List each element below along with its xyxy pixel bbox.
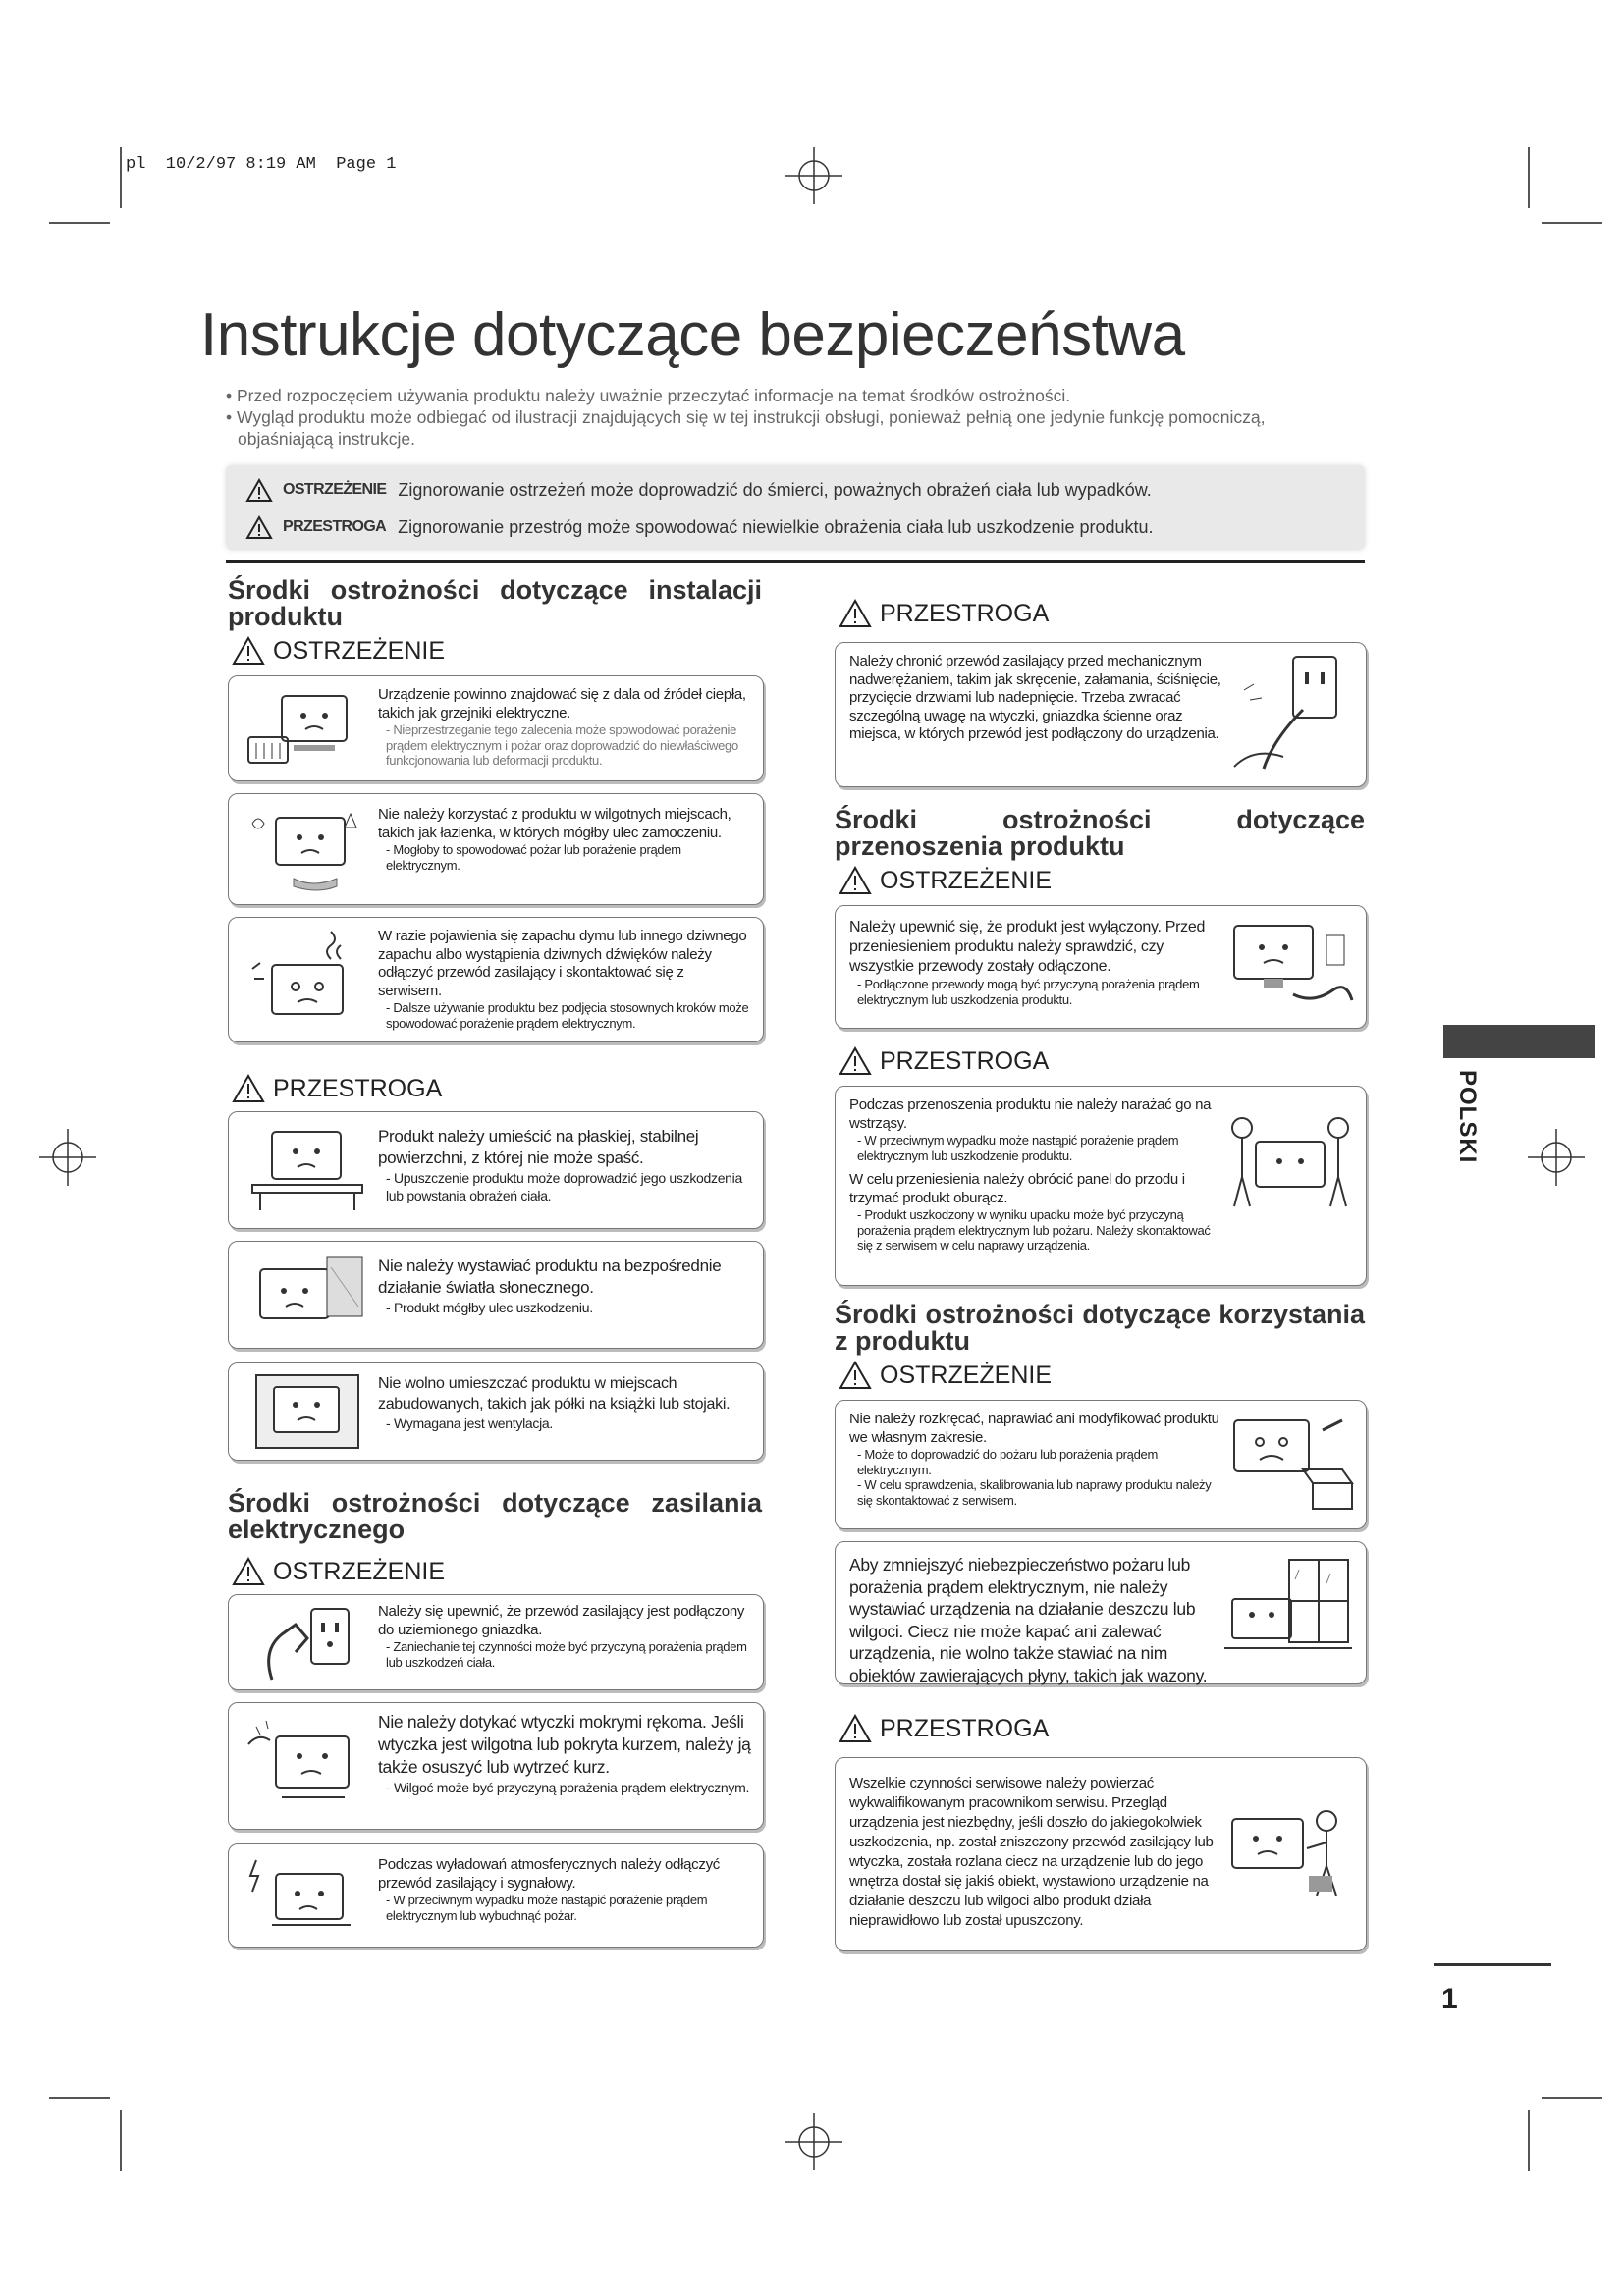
box-main-text: W celu przeniesienia należy obrócić panel do przodu i trzymać produkt oburącz.	[849, 1171, 1185, 1206]
page-title: Instrukcje dotyczące bezpieczeństwa	[200, 301, 1185, 369]
info-box	[228, 1111, 764, 1229]
box-sub-text: - Dalsze używanie produktu bez podjęcia stosownych kroków może spowodować porażenie prądem elektrycznym.	[386, 1000, 749, 1031]
section-use-title: Środki ostrożności dotyczące korzystania z produktu	[835, 1300, 1365, 1356]
move-caution-header	[839, 1046, 1049, 1076]
notice-panel	[226, 465, 1365, 550]
language-tab-label: POLSKI	[1454, 1070, 1481, 1164]
warning-triangle-icon	[839, 866, 872, 895]
right-caution-header	[839, 599, 1049, 628]
print-slug: pl 10/2/97 8:19 AM Page 1	[126, 155, 397, 174]
wet-bathroom-illustration-icon	[243, 804, 370, 894]
box-main-text: Nie należy rozkręcać, naprawiać ani modyfikować produktu we własnym zakresie.	[849, 1411, 1219, 1446]
info-box	[228, 1702, 764, 1830]
grounded-outlet-illustration-icon	[243, 1601, 370, 1683]
box-sub-text: - Mogłoby to spowodować pożar lub porażenie prądem elektrycznym.	[386, 842, 681, 873]
warning-triangle-icon	[245, 478, 273, 503]
caution-label: PRZESTROGA	[880, 599, 1050, 627]
caution-triangle-icon	[839, 599, 872, 628]
warning-label: OSTRZEŻENIE	[880, 866, 1053, 894]
info-box	[835, 1400, 1367, 1529]
info-box	[228, 917, 764, 1042]
box-main-text: Należy się upewnić, że przewód zasilający jest podłączony do uziemionego gniazdka.	[378, 1603, 745, 1638]
info-box	[228, 675, 764, 781]
warning-label: OSTRZEŻENIE	[273, 636, 446, 665]
warning-triangle-icon	[232, 1557, 265, 1586]
notice-caution-tag: PRZESTROGA	[283, 518, 387, 535]
box-main-text: Należy upewnić się, że produkt jest wyłączony. Przed przeniesieniem produktu należy sprawdzić, czy wszystkie przewody zostały odłączone.	[849, 919, 1206, 975]
info-box	[835, 1086, 1367, 1286]
rain-window-illustration-icon	[1224, 1554, 1356, 1672]
crop-mark	[1528, 147, 1530, 208]
box-main-text: Nie należy korzystać z produktu w wilgotnych miejscach, takich jak łazienka, w których mógłby ulec zamoczeniu.	[378, 806, 731, 841]
caution-triangle-icon	[839, 1714, 872, 1743]
unplugged-tv-illustration-icon	[1224, 916, 1356, 1018]
box-sub-text: - Zaniechanie tej czynności może być przyczyną porażenia prądem lub uszkodzeń ciała.	[386, 1639, 747, 1670]
box-sub-text: - Nieprzestrzeganie tego zalecenia może spowodować porażenie prądem elektrycznym i pożar oraz doprowadzić do niewłaściwego funkcjonowania lub deformacji produktu.	[386, 722, 738, 768]
warning-triangle-icon	[232, 636, 265, 666]
notice-warning-row	[245, 475, 1152, 505]
info-box	[228, 1241, 764, 1349]
info-box	[835, 1541, 1367, 1684]
registration-mark	[785, 147, 842, 204]
box-main-text: Wszelkie czynności serwisowe należy powierzać wykwalifikowanym pracownikom serwisu. Przegląd urządzenia jest niezbędny, jeśli doszło do jakiegokolwiek uszkodzenia, np. został zniszczony przewód zasilający lub wtyczka, została rozlana ciecz na urządzenie lub do jego wnętrza dostał się jakiś obiekt, wystawiono urządzenie na działanie deszczu lub wilgoci albo produkt działa nieprawidłowo lub został upuszczony.	[849, 1775, 1214, 1929]
box-sub-text: - Produkt uszkodzony w wyniku upadku może być przyczyną porażenia prądem elektrycznym lub pożaru. Należy skontaktować się z serwisem w celu naprawy urządzenia.	[857, 1207, 1211, 1253]
use-caution-header	[839, 1714, 1049, 1743]
divider-rule	[226, 560, 1365, 563]
crop-mark	[120, 2110, 122, 2171]
smoke-illustration-icon	[243, 930, 370, 1028]
box-main-text: Aby zmniejszyć niebezpieczeństwo pożaru lub porażenia prądem elektrycznym, nie należy wystawiać urządzenia na działanie deszczu lub wilgoci. Ciecz nie może kapać ani zalewać urządzenia, nie wolno także stawiać na nim obiektów zawierających płyny, takich jak wazony.	[849, 1555, 1208, 1685]
box-main-text: Nie należy wystawiać produktu na bezpośrednie działanie światła słonecznego.	[378, 1256, 722, 1297]
info-box	[835, 642, 1367, 787]
box-sub-text: - W celu sprawdzenia, skalibrowania lub naprawy produktu należy się skontaktować z serwisem.	[857, 1477, 1212, 1508]
box-main-text: Podczas przenoszenia produktu nie należy narażać go na wstrząsy.	[849, 1096, 1212, 1132]
intro-note: • Wygląd produktu może odbiegać od ilustracji znajdujących się w tej instrukcji obsługi, ponieważ pełnią one jedynie funkcję pomocniczą, objaśniającą instrukcje.	[226, 407, 1266, 449]
notice-caution-row	[245, 512, 1154, 542]
section-move-title: Środki ostrożności dotyczące przenoszenia produktu	[835, 805, 1365, 861]
registration-mark	[785, 2113, 842, 2170]
caution-label: PRZESTROGA	[880, 1714, 1050, 1742]
box-sub-text: - Wilgoć może być przyczyną porażenia prądem elektrycznym.	[386, 1780, 750, 1795]
info-box	[228, 1594, 764, 1690]
box-main-text: Podczas wyładowań atmosferycznych należy odłączyć przewód zasilający i sygnałowy.	[378, 1856, 720, 1892]
crop-mark	[120, 147, 122, 208]
caution-triangle-icon	[232, 1074, 265, 1103]
notice-warning-text: Zignorowanie ostrzeżeń może doprowadzić do śmierci, poważnych obrażeń ciała lub wypadków.	[398, 479, 1152, 500]
box-sub-text: - W przeciwnym wypadku może nastąpić porażenie prądem elektrycznym lub uszkodzenie produktu.	[857, 1133, 1179, 1163]
sunlight-illustration-icon	[243, 1252, 370, 1338]
info-box	[835, 1757, 1367, 1951]
info-box	[228, 793, 764, 905]
crop-mark	[49, 222, 110, 224]
use-warning-header	[839, 1361, 1052, 1390]
wet-hands-illustration-icon	[243, 1715, 370, 1817]
lightning-illustration-icon	[243, 1854, 370, 1937]
tv-on-stand-illustration-icon	[243, 1122, 370, 1218]
notice-warning-tag: OSTRZEŻENIE	[283, 481, 387, 498]
crop-mark	[1542, 2097, 1602, 2099]
move-warning-header	[839, 866, 1052, 895]
box-main-text: Nie wolno umieszczać produktu w miejscach zabudowanych, takich jak półki na książki lub stojaki.	[378, 1375, 731, 1413]
warning-label: OSTRZEŻENIE	[880, 1361, 1053, 1389]
caution-triangle-icon	[839, 1046, 872, 1076]
intro-note: • Przed rozpoczęciem używania produktu należy uważnie przeczytać informacje na temat środków ostrożności.	[226, 386, 1071, 405]
install-warning-header	[232, 636, 445, 666]
crop-mark	[1542, 222, 1602, 224]
crop-mark	[1528, 2110, 1530, 2171]
registration-mark	[1528, 1129, 1585, 1186]
section-install-title: Środki ostrożności dotyczące instalacji produktu	[228, 575, 762, 631]
registration-mark	[39, 1129, 96, 1186]
heater-illustration-icon	[243, 688, 370, 769]
box-main-text: W razie pojawienia się zapachu dymu lub innego dziwnego zapachu albo wystąpienia dziwnych dźwięków należy odłączyć przewód zasilający i skontaktować się z serwisem.	[378, 928, 747, 999]
service-technician-illustration-icon	[1224, 1797, 1356, 1905]
install-caution-header	[232, 1074, 442, 1103]
power-cord-illustration-icon	[1224, 651, 1356, 776]
caution-triangle-icon	[245, 515, 273, 540]
intro-notes	[226, 385, 1365, 450]
language-tab-bar	[1443, 1025, 1595, 1058]
two-people-carrying-tv-illustration-icon	[1224, 1106, 1356, 1224]
page-number-rule	[1434, 1963, 1551, 1966]
notice-caution-text: Zignorowanie przestróg może spowodować niewielkie obrażenia ciała lub uszkodzenie produktu.	[398, 516, 1154, 537]
box-main-text: Nie należy dotykać wtyczki mokrymi rękoma. Jeśli wtyczka jest wilgotna lub pokryta kurzem, należy ją także osuszyć lub wytrzeć kurz.	[378, 1712, 751, 1777]
box-sub-text: - Upuszczenie produktu może doprowadzić jego uszkodzenia lub powstania obrażeń ciała.	[386, 1170, 742, 1203]
box-sub-text: - Może to doprowadzić do pożaru lub porażenia prądem elektrycznym.	[857, 1447, 1158, 1477]
crop-mark	[49, 2097, 110, 2099]
power-warning-header	[232, 1557, 445, 1586]
warning-label: OSTRZEŻENIE	[273, 1557, 446, 1585]
info-box	[228, 1843, 764, 1948]
disassembly-illustration-icon	[1224, 1411, 1356, 1519]
warning-triangle-icon	[839, 1361, 872, 1390]
section-power-title: Środki ostrożności dotyczące zasilania elektrycznego	[228, 1488, 762, 1544]
bookshelf-illustration-icon	[243, 1371, 370, 1452]
caution-label: PRZESTROGA	[880, 1046, 1050, 1075]
box-main-text: Należy chronić przewód zasilający przed mechanicznym nadwerężaniem, takim jak skręcenie, załamania, ściśnięcie, przycięcie drzwiami lub nadepnięcie. Trzeba zwracać szczególną uwagę na wtyczki, gniazdka ścienne oraz miejsca, w których przewód jest podłączony do urządzenia.	[849, 653, 1221, 742]
caution-label: PRZESTROGA	[273, 1074, 443, 1102]
box-sub-text: - Wymagana jest wentylacja.	[386, 1415, 553, 1431]
box-sub-text: - W przeciwnym wypadku może nastąpić porażenie prądem elektrycznym lub wybuchnąć pożar.	[386, 1893, 708, 1923]
box-main-text: Produkt należy umieścić na płaskiej, stabilnej powierzchni, z której nie może spaść.	[378, 1127, 699, 1167]
page-number: 1	[1441, 1983, 1458, 2015]
box-main-text: Urządzenie powinno znajdować się z dala od źródeł ciepła, takich jak grzejniki elektryczne.	[378, 686, 746, 721]
info-box	[228, 1362, 764, 1461]
info-box	[835, 905, 1367, 1029]
box-sub-text: - Produkt mógłby ulec uszkodzeniu.	[386, 1300, 593, 1315]
box-sub-text: - Podłączone przewody mogą być przyczyną porażenia prądem elektrycznym lub uszkodzenia produktu.	[857, 977, 1200, 1007]
